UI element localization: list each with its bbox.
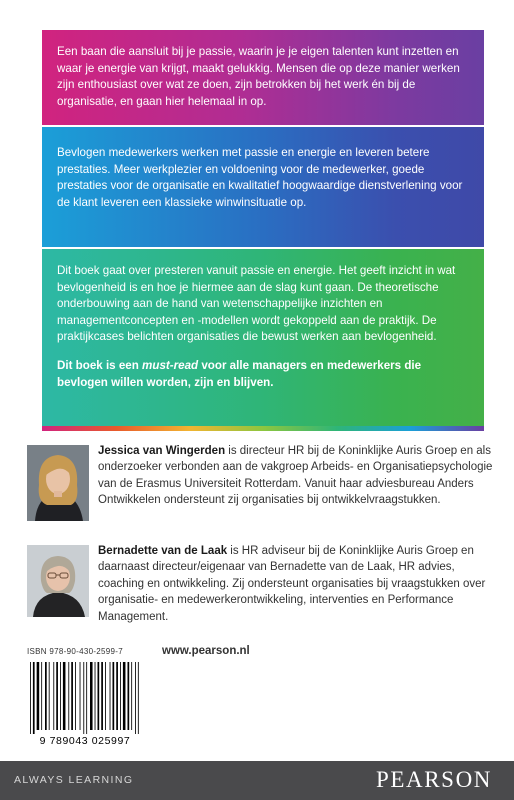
author-name-jessica: Jessica van Wingerden	[98, 445, 226, 457]
author-bio-text-jessica: is directeur HR bij de Koninklijke Auris Groep en als onderzoeker verbonden aan de vakgroep Arbeids- en Organisatiepsychologie van de Erasmus Universiteit Rotterdam. Vanuit haar adviesbureau Anders Ontwikkelen ondersteunt zij organisaties bij ontwikkelvraagstukken.	[98, 445, 493, 507]
barcode-bar	[135, 662, 136, 734]
author-photo-jessica	[27, 445, 89, 521]
barcode-bar	[37, 662, 40, 730]
author-bio-text-bernadette: is HR adviseur bij de Koninklijke Auris Groep en daarnaast directeur/eigenaar van Bernadette van de Laak, HR advies, coaching en ontwikkeling. Zij ondersteunt organisaties bij vraagstukken over organisatie- en medewerkerontwikkeling, interventies en Performance Management.	[98, 545, 486, 623]
barcode-bar	[123, 662, 126, 730]
closing-text-pre: Dit boek is een	[57, 358, 143, 372]
barcode-bar	[116, 662, 118, 730]
barcode-bar	[113, 662, 115, 730]
closing-text	[57, 358, 472, 391]
barcode-bar	[45, 662, 47, 730]
footer-bar	[0, 761, 514, 800]
benefits-panel	[42, 127, 484, 247]
barcode	[27, 660, 143, 746]
barcode-bar	[56, 662, 58, 730]
barcode-bar	[41, 662, 42, 730]
publisher-logo: PEARSON	[375, 767, 492, 792]
author-photo-bernadette	[27, 545, 89, 617]
barcode-bar	[90, 662, 93, 730]
barcode-bar	[86, 662, 87, 734]
barcode-bar	[30, 662, 31, 734]
barcode-bar	[75, 662, 76, 730]
barcode-bar	[80, 662, 81, 730]
barcode-bar	[98, 662, 100, 730]
intro-text: Een baan die aansluit bij je passie, waarin je je eigen talenten kunt inzetten en waar je energie van krijgt, maakt gelukkig. Mensen die op deze manier werken zijn enthousiast over wat ze doen, zijn betrokken bij het werk én bij de organisatie, en gaan hier helemaal in op.	[57, 45, 460, 108]
barcode-bar	[105, 662, 106, 730]
website-url[interactable]: www.pearson.nl	[162, 645, 250, 657]
barcode-bar	[68, 662, 69, 730]
about-panel	[42, 249, 484, 431]
barcode-bar	[95, 662, 96, 730]
barcode-bar	[83, 662, 84, 734]
footer-tagline: ALWAYS LEARNING	[14, 774, 134, 786]
author-bio-bernadette	[98, 543, 502, 625]
barcode-bar	[110, 662, 111, 730]
must-read-emphasis: must-read	[142, 358, 199, 372]
isbn-label: ISBN 978-90-430-2599-7	[27, 647, 123, 656]
barcode-bar	[128, 662, 130, 730]
barcode-bar	[49, 662, 50, 730]
closing-text-post: voor alle managers en medewerkers die bevlogen willen worden, zijn en blijven.	[57, 358, 422, 389]
barcode-bar	[138, 662, 139, 734]
author-name-bernadette: Bernadette van de Laak	[98, 545, 228, 557]
barcode-bar	[60, 662, 61, 730]
barcode-bar	[63, 662, 66, 730]
intro-panel	[42, 30, 484, 125]
barcode-bar	[53, 662, 54, 730]
barcode-bar	[131, 662, 132, 730]
barcode-bar	[101, 662, 103, 730]
barcode-bar	[71, 662, 73, 730]
barcode-digits: 9 789043 025997	[39, 735, 131, 746]
benefits-text: Bevlogen medewerkers werken met passie en energie en leveren betere prestaties. Meer werkplezier en voldoening voor de medewerker, goede prestaties voor de organisatie en kwalitatief hoogwaardige dienstverlening voor de klant leveren een klassieke winwinsituatie op.	[57, 146, 463, 209]
barcode-bar	[33, 662, 35, 734]
author-bio-jessica	[98, 443, 502, 509]
barcode-bar	[120, 662, 121, 730]
about-text: Dit boek gaat over presteren vanuit passie en energie. Het geeft inzicht in wat bevlogenheid is en hoe je hiermee aan de slag kunt gaan. De theoretische onderbouwing aan de hand van wetenschappelijke inzichten en managementconcepten en -modellen wordt gekoppeld aan de praktijk. De praktijkcases belichten organisaties die bewust werken aan bevlogenheid.	[57, 264, 456, 344]
rainbow-divider	[42, 426, 484, 431]
